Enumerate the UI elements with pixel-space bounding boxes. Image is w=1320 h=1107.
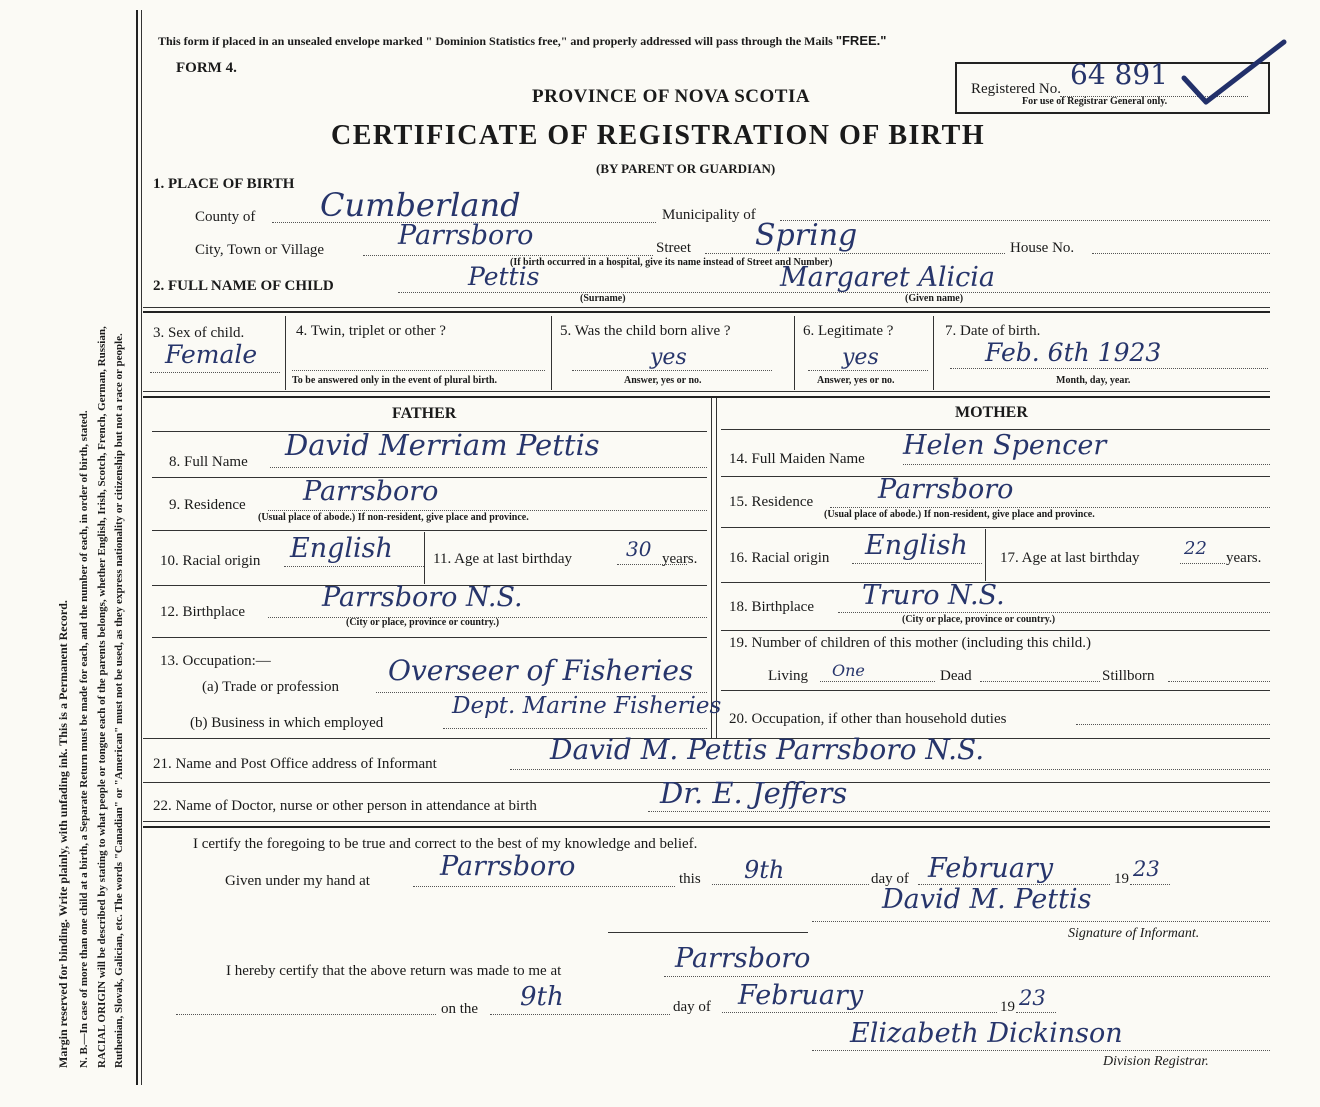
page-subtitle: (BY PARENT OR GUARDIAN) <box>596 161 776 176</box>
street-label: Street <box>656 240 691 256</box>
this-label: this <box>679 871 701 887</box>
on-the-label: on the <box>441 1001 479 1017</box>
given-place-value: Parrsboro <box>440 851 576 882</box>
mother-birthplace-caption: (City or place, province or country.) <box>902 614 1056 625</box>
given-day-value: 9th <box>744 856 785 884</box>
registrar-day-of-label: day of <box>673 999 711 1015</box>
registrar-place-line <box>664 976 1270 977</box>
row-rule <box>721 527 1270 528</box>
page-title: CERTIFICATE OF REGISTRATION OF BIRTH <box>331 120 986 151</box>
father-occupation-label: 13. Occupation:— <box>160 653 271 669</box>
given-day-line <box>712 884 869 885</box>
parent-divider <box>711 398 712 738</box>
given-year-line <box>1130 884 1170 885</box>
legitimate-note: Answer, yes or no. <box>817 375 895 386</box>
father-business-line <box>443 728 707 729</box>
row-rule <box>721 630 1270 631</box>
dob-line <box>950 368 1268 369</box>
given-under-label: Given under my hand at <box>225 873 370 889</box>
cell-divider <box>551 316 552 390</box>
child-name-label: 2. FULL NAME OF CHILD <box>153 278 334 294</box>
registrar-month-line <box>722 1012 997 1013</box>
twin-label: 4. Twin, triplet or other ? <box>296 323 446 339</box>
informant-label: 21. Name and Post Office address of Informant <box>153 756 437 772</box>
margin-note-racial-origin: RACIAL ORIGIN will be described by stating to what people or tongue each of the parents belongs, whether English, Irish, Scotch, French, German, Russian, <box>96 326 108 1068</box>
mother-age-line <box>1180 563 1225 564</box>
father-residence-label: 9. Residence <box>169 497 246 513</box>
section-rule <box>143 396 1270 398</box>
informant-line <box>510 769 1270 770</box>
informant-signature-line <box>812 921 1270 922</box>
province-heading: PROVINCE OF NOVA SCOTIA <box>532 86 811 107</box>
given-name-caption: (Given name) <box>905 293 964 304</box>
registrar-month-value: February <box>738 980 864 1011</box>
father-age-label: 11. Age at last birthday <box>433 551 572 567</box>
registrar-year-prefix: 19 <box>1000 999 1015 1015</box>
dob-value: Feb. 6th 1923 <box>985 338 1162 367</box>
registrar-day-line <box>490 1014 670 1015</box>
registrar-year-value: 23 <box>1019 986 1046 1010</box>
living-label: Living <box>768 668 808 684</box>
father-race-label: 10. Racial origin <box>160 553 261 569</box>
registered-note: For use of Registrar General only. <box>1022 96 1168 107</box>
section-rule <box>143 391 1270 392</box>
stillborn-label: Stillborn <box>1102 668 1155 684</box>
mother-birthplace-line <box>838 612 1270 613</box>
given-month-value: February <box>928 853 1054 884</box>
separator-rule <box>608 932 808 933</box>
father-birthplace-caption: (City or place, province or country.) <box>346 617 500 628</box>
mother-race-value: English <box>865 530 968 561</box>
father-trade-value: Overseer of Fisheries <box>388 654 694 687</box>
parent-divider <box>716 398 717 738</box>
mother-residence-value: Parrsboro <box>878 474 1014 505</box>
city-label: City, Town or Village <box>195 242 325 258</box>
day-of-label: day of <box>871 871 909 887</box>
twin-note: To be answered only in the event of plural birth. <box>292 375 498 386</box>
legitimate-line <box>808 370 928 371</box>
registrar-signature: Elizabeth Dickinson <box>850 1018 1123 1049</box>
mother-name-label: 14. Full Maiden Name <box>729 451 865 467</box>
mother-heading: MOTHER <box>955 404 1028 421</box>
row-rule <box>721 690 1270 691</box>
cell-divider <box>985 529 986 581</box>
margin-rule-inner <box>141 10 142 1085</box>
section-rule <box>143 821 1270 822</box>
row-rule <box>152 637 707 638</box>
child-given-name: Margaret Alicia <box>780 262 995 293</box>
margin-rule <box>136 10 138 1085</box>
row-rule <box>152 530 707 531</box>
father-birthplace-label: 12. Birthplace <box>160 604 245 620</box>
mother-residence-line <box>830 507 1270 508</box>
house-number-label: House No. <box>1010 240 1075 256</box>
father-name-value: David Merriam Pettis <box>285 428 600 462</box>
cell-divider <box>794 316 795 390</box>
mother-residence-label: 15. Residence <box>729 494 814 510</box>
registrar-signature-line <box>812 1050 1270 1051</box>
cell-divider <box>424 532 425 584</box>
doctor-value: Dr. E. Jeffers <box>660 776 848 810</box>
street-value: Spring <box>755 218 858 253</box>
binding-margin <box>0 0 140 1107</box>
born-alive-note: Answer, yes or no. <box>624 375 702 386</box>
doctor-line <box>648 811 1270 812</box>
house-number-line <box>1092 253 1270 254</box>
registrar-leader-line <box>176 1014 436 1015</box>
dead-label: Dead <box>940 668 972 684</box>
mother-age-value: 22 <box>1184 538 1207 559</box>
father-years: years. <box>662 551 698 567</box>
born-alive-line <box>572 370 772 371</box>
legitimate-label: 6. Legitimate ? <box>803 323 894 339</box>
place-of-birth-label: 1. PLACE OF BIRTH <box>153 176 295 192</box>
checkmark-icon <box>1180 36 1290 111</box>
registered-number: 64 891 <box>1070 58 1168 91</box>
mother-occupation-label: 20. Occupation, if other than household duties <box>729 711 1007 727</box>
section-rule <box>143 311 1270 313</box>
father-race-line <box>284 566 424 567</box>
mother-name-line <box>903 464 1270 465</box>
mail-notice: This form if placed in an unsealed envelope marked " Dominion Statistics free," and properly addressed will pass through the Mails "FREE." <box>158 33 887 48</box>
informant-signature: David M. Pettis <box>882 884 1092 915</box>
mother-age-label: 17. Age at last birthday <box>1000 550 1140 566</box>
registrar-statement: I hereby certify that the above return was made to me at <box>226 963 562 979</box>
registrar-caption: Division Registrar. <box>1103 1054 1209 1069</box>
street-line <box>705 253 1005 254</box>
living-line <box>820 681 935 682</box>
father-business-value: Dept. Marine Fisheries <box>452 693 722 719</box>
father-residence-value: Parrsboro <box>303 476 439 507</box>
sex-label: 3. Sex of child. <box>153 325 245 341</box>
father-residence-caption: (Usual place of abode.) If non-resident, give place and province. <box>258 512 529 523</box>
mother-birthplace-label: 18. Birthplace <box>729 599 814 615</box>
hospital-note: (If birth occurred in a hospital, give its name instead of Street and Number) <box>510 257 833 268</box>
mother-children-label: 19. Number of children of this mother (including this child.) <box>729 635 1092 651</box>
child-surname: Pettis <box>468 262 540 291</box>
county-label: County of <box>195 209 256 225</box>
city-line <box>363 255 653 256</box>
sex-line <box>150 372 280 373</box>
margin-note-binding: Margin reserved for binding. Write plainly, with unfading ink. This is a Permanent Record. <box>56 600 70 1068</box>
born-alive-label: 5. Was the child born alive ? <box>560 323 731 339</box>
dob-caption: Month, day, year. <box>1056 375 1131 386</box>
dob-label: 7. Date of birth. <box>945 323 1041 339</box>
legitimate-value: yes <box>842 345 879 370</box>
mother-birthplace-value: Truro N.S. <box>862 580 1005 611</box>
father-name-label: 8. Full Name <box>169 454 248 470</box>
municipality-label: Municipality of <box>662 207 756 223</box>
mother-race-line <box>852 563 982 564</box>
twin-line <box>292 370 545 371</box>
section-rule <box>143 826 1270 828</box>
father-heading: FATHER <box>392 405 457 422</box>
mother-name-value: Helen Spencer <box>903 430 1107 461</box>
cell-divider <box>285 316 286 390</box>
given-year-value: 23 <box>1133 857 1160 881</box>
margin-note-multiple-births: N. B.—In case of more than one child at a birth, a Separate Return must be made for each, and the number of each, in order of birth, stated. <box>78 410 90 1068</box>
father-business-label: (b) Business in which employed <box>190 715 384 731</box>
county-value: Cumberland <box>320 186 521 224</box>
father-birthplace-value: Parrsboro N.S. <box>322 582 523 613</box>
registrar-day-value: 9th <box>520 982 564 1012</box>
given-place-line <box>413 886 675 887</box>
mother-years: years. <box>1226 550 1262 566</box>
father-name-line <box>270 467 707 468</box>
mother-occupation-line <box>1076 724 1270 725</box>
living-value: One <box>832 661 865 680</box>
informant-value: David M. Pettis Parrsboro N.S. <box>550 733 985 766</box>
father-trade-label: (a) Trade or profession <box>202 679 340 695</box>
mother-residence-caption: (Usual place of abode.) If non-resident, give place and province. <box>824 509 1095 520</box>
registrar-year-line <box>1016 1012 1056 1013</box>
stillborn-line <box>1168 681 1270 682</box>
father-race-value: English <box>290 533 393 564</box>
margin-note-racial-origin-cont: Ruthenian, Slovak, Galician, etc. The words "Canadian" or "American" must not be used, as they express nationality or citizenship but not a race or people. <box>113 333 125 1068</box>
registrar-place-value: Parrsboro <box>675 943 811 974</box>
informant-signature-caption: Signature of Informant. <box>1068 926 1200 941</box>
form-number: FORM 4. <box>176 60 237 76</box>
surname-caption: (Surname) <box>580 293 626 304</box>
father-age-value: 30 <box>626 537 652 561</box>
registered-label: Registered No. <box>971 81 1061 97</box>
certify-statement: I certify the foregoing to be true and correct to the best of my knowledge and belief. <box>193 836 698 852</box>
born-alive-value: yes <box>650 345 687 370</box>
cell-divider <box>933 316 934 390</box>
city-value: Parrsboro <box>398 220 534 251</box>
section-rule <box>143 307 1270 308</box>
dead-line <box>980 681 1100 682</box>
father-residence-line <box>268 510 707 511</box>
sex-value: Female <box>165 340 258 369</box>
doctor-label: 22. Name of Doctor, nurse or other person in attendance at birth <box>153 798 537 814</box>
mother-race-label: 16. Racial origin <box>729 550 830 566</box>
given-year-prefix: 19 <box>1114 871 1129 887</box>
